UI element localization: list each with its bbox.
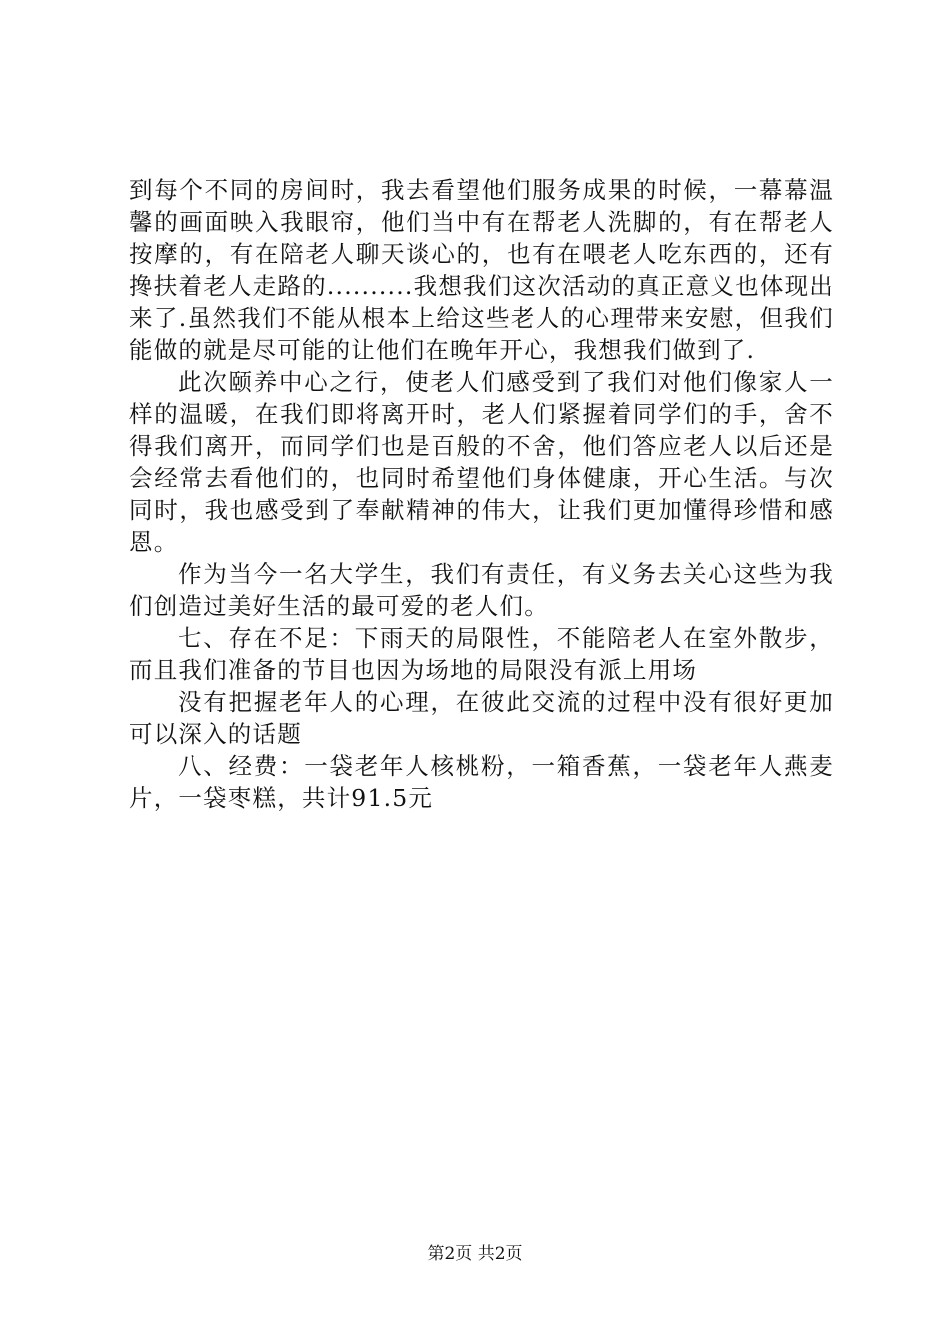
paragraph-4-shortcomings: 七、存在不足：下雨天的局限性，不能陪老人在室外散步，而且我们准备的节目也因为场地的局限没有派上用场: [129, 624, 834, 684]
paragraph-3: 作为当今一名大学生，我们有责任，有义务去关心这些为我们创造过美好生活的最可爱的老人们。: [129, 560, 834, 620]
document-body: [129, 174, 834, 814]
paragraph-2: 此次颐养中心之行，使老人们感受到了我们对他们像家人一样的温暖，在我们即将离开时，老人们紧握着同学们的手，舍不得我们离开，而同学们也是百般的不舍，他们答应老人以后还是会经常去看他们的，也同时希望他们身体健康，开心生活。与次同时，我也感受到了奉献精神的伟大，让我们更加懂得珍惜和感恩。: [129, 368, 834, 556]
page-number-footer: 第2页 共2页: [427, 1244, 523, 1264]
paragraph-5: 没有把握老年人的心理，在彼此交流的过程中没有很好更加可以深入的话题: [129, 688, 834, 748]
paragraph-6-expenses: 八、经费：一袋老年人核桃粉，一箱香蕉，一袋老年人燕麦片，一袋枣糕，共计91.5元: [129, 752, 834, 812]
paragraph-1: 到每个不同的房间时，我去看望他们服务成果的时候，一幕幕温馨的画面映入我眼帘，他们当中有在帮老人洗脚的，有在帮老人按摩的，有在陪老人聊天谈心的，也有在喂老人吃东西的，还有搀扶着老人走路的..........我想我们这次活动的真正意义也体现出来了.虽然我们不能从根本上给这些老人的心理带来安慰，但我们能做的就是尽可能的让他们在晚年开心，我想我们做到了.: [129, 176, 834, 364]
